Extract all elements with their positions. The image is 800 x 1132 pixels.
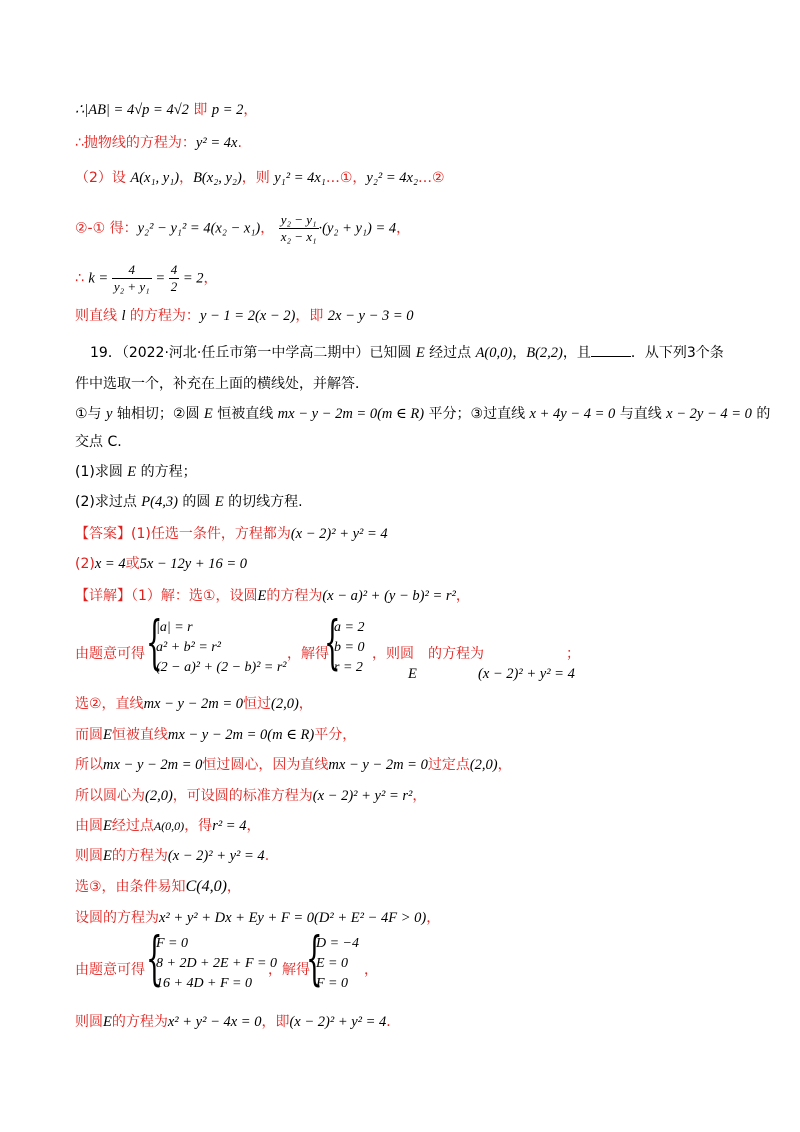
detail-system1-prefix: 由题意可得 (75, 646, 145, 662)
math-ab-length: ∴|AB| = 4√p = 4√2 (75, 102, 189, 118)
question-19-stem-line2: 件中选取一个，补充在上面的横线处，并解答． (75, 376, 369, 392)
equation-system-3: { F = 0 8 + 2D + 2E + F = 0 16 + 4D + F = 0 (146, 924, 278, 992)
detail-system1-result: ，则圆 的方程为 (372, 646, 484, 662)
question-19-conditions: ①与 y 轴相切；②圆 E 恒被直线 mx − y − 2m = 0(m ∈ R) 平分；③过直线 x + 4y − 4 = 0 与直线 x − 2y − 4 = 0 的 (75, 406, 771, 422)
fraction-slope: $\frac{\text{y₂ − y₁}}{\text{x₂ − x₁}}$ (280, 212, 317, 244)
detail-system3-prefix: 由题意可得 (75, 962, 145, 978)
equation-system-1: { |a| = r a² + b² = r² (2 − a)² + (2 − b)² = r² (146, 608, 287, 676)
question-19-conditions-line2: 交点 C. (75, 434, 122, 450)
solution-line-parabola: ∴抛物线的方程为：y² = 4x. (75, 135, 242, 151)
answer-blank (591, 344, 631, 357)
detail-choice3-line2: 设圆的方程为x² + y² + Dx + Ey + F = 0(D² + E² − 4F > 0)， (75, 910, 441, 926)
answer-label: 【答案】 (75, 526, 131, 542)
fraction-four-halves: $\frac{4}{2}$ (170, 262, 178, 294)
detail-intro: 【详解】（1）解：选①，设圆E的方程为(x − a)² + (y − b)² = r²， (75, 588, 470, 604)
detail-label: 【详解】 (75, 588, 131, 604)
detail-choice2-line6: 则圆E的方程为(x − 2)² + y² = 4. (75, 848, 270, 864)
answer-part1: 【答案】(1)任选一条件，方程都为(x − 2)² + y² = 4 (75, 526, 388, 542)
detail-choice2-line4: 所以圆心为(2,0)，可设圆的标准方程为(x − 2)² + y² = r²， (75, 788, 427, 804)
detail-choice2-line1: 选②，直线mx − y − 2m = 0恒过(2,0)， (75, 696, 313, 712)
equation-system-2: { a = 2 b = 0 r = 2 (324, 608, 365, 676)
equation-system-4: { D = −4 E = 0 F = 0 (306, 924, 360, 992)
detail-choice2-line2: 而圆E恒被直线mx − y − 2m = 0(m ∈ R)平分， (75, 727, 357, 743)
detail-choice2-line3: 所以mx − y − 2m = 0恒过圆心，因为直线mx − y − 2m = 0过定点(2,0)， (75, 757, 512, 773)
fraction-k: $\frac{4}{\text{y₂ + y₁}}$ (113, 262, 150, 294)
detail-choice3-final: 则圆E的方程为x² + y² − 4x = 0，即(x − 2)² + y² = 4. (75, 1014, 391, 1030)
answer-part2: (2)x = 4或5x − 12y + 16 = 0 (75, 556, 248, 572)
solution-line-part2-setup: （2）设 A(x₁, y₁)，B(x₂, y₂)，则 y₁² = 4x₁…①，y₂² = 4x₂…② (75, 170, 445, 186)
question-19-part1: (1)求圆 E 的方程； (75, 464, 197, 480)
solution-line-line-equation: 则直线 l 的方程为：y − 1 = 2(x − 2)，即 2x − y − 3 = 0 (75, 308, 414, 324)
solution-line-subtract: ②-① 得：y₂² − y₁² = 4(x₂ − x₁)， $\frac{\text{y₂ − y₁}}{\text{x₂ − x₁}}$ ·(y₂ + y₁) = 4， (75, 212, 411, 244)
solution-line-slope: ∴ k = $\frac{4}{\text{y₂ + y₁}}$ = $\frac{4}{2}$ = 2， (75, 262, 218, 294)
detail-choice2-line5: 由圆E经过点A(0,0)，得r² = 4， (75, 818, 261, 834)
detail-choice3-line1: 选③，由条件易知C(4,0)， (75, 878, 241, 895)
question-19-part2: (2)求过点 P(4,3) 的圆 E 的切线方程. (75, 494, 303, 510)
question-19-stem: 19．（2022·河北·任丘市第一中学高二期中）已知圆 E 经过点 A(0,0)，B(2,2)，且 ．从下列3个条 (90, 345, 724, 361)
detail-system3-solve: ，解得 (268, 962, 310, 978)
solution-line-ab-length: ∴|AB| = 4√p = 4√2 即 p = 2， (75, 102, 258, 118)
detail-system1-solve: ，解得 (287, 646, 329, 662)
